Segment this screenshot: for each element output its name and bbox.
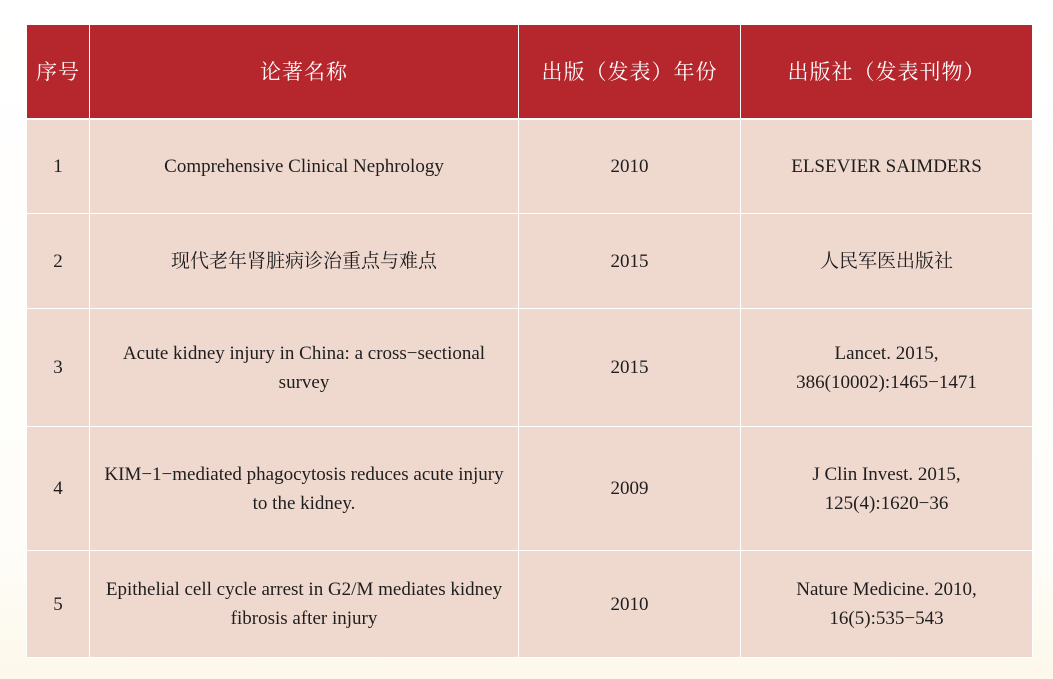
table-row: [27, 551, 1033, 658]
table-row: [27, 119, 1033, 214]
table-row: [27, 427, 1033, 551]
publications-table: [26, 24, 1033, 658]
cell-seq: 1: [27, 119, 90, 214]
header-title: 论著名称: [90, 25, 519, 119]
header-publisher: 出版社（发表刊物）: [741, 25, 1033, 119]
cell-seq: 3: [27, 309, 90, 427]
cell-publisher: Lancet. 2015, 386(10002):1465−1471: [741, 309, 1033, 427]
cell-publisher: Nature Medicine. 2010, 16(5):535−543: [741, 551, 1033, 658]
cell-publisher: J Clin Invest. 2015, 125(4):1620−36: [741, 427, 1033, 551]
header-seq: 序号: [27, 25, 90, 119]
cell-title: KIM−1−mediated phagocytosis reduces acute injury to the kidney.: [90, 427, 519, 551]
table-row: [27, 214, 1033, 309]
header-year: 出版（发表）年份: [519, 25, 741, 119]
cell-seq: 2: [27, 214, 90, 309]
cell-year: 2015: [519, 309, 741, 427]
cell-publisher: ELSEVIER SAIMDERS: [741, 119, 1033, 214]
cell-year: 2010: [519, 551, 741, 658]
cell-seq: 4: [27, 427, 90, 551]
cell-year: 2010: [519, 119, 741, 214]
cell-title: Epithelial cell cycle arrest in G2/M mediates kidney fibrosis after injury: [90, 551, 519, 658]
table-header-row: [27, 25, 1033, 119]
cell-title: Comprehensive Clinical Nephrology: [90, 119, 519, 214]
cell-title: Acute kidney injury in China: a cross−sectional survey: [90, 309, 519, 427]
cell-year: 2009: [519, 427, 741, 551]
cell-year: 2015: [519, 214, 741, 309]
cell-seq: 5: [27, 551, 90, 658]
cell-title: 现代老年肾脏病诊治重点与难点: [90, 214, 519, 309]
cell-publisher: 人民军医出版社: [741, 214, 1033, 309]
table-row: [27, 309, 1033, 427]
